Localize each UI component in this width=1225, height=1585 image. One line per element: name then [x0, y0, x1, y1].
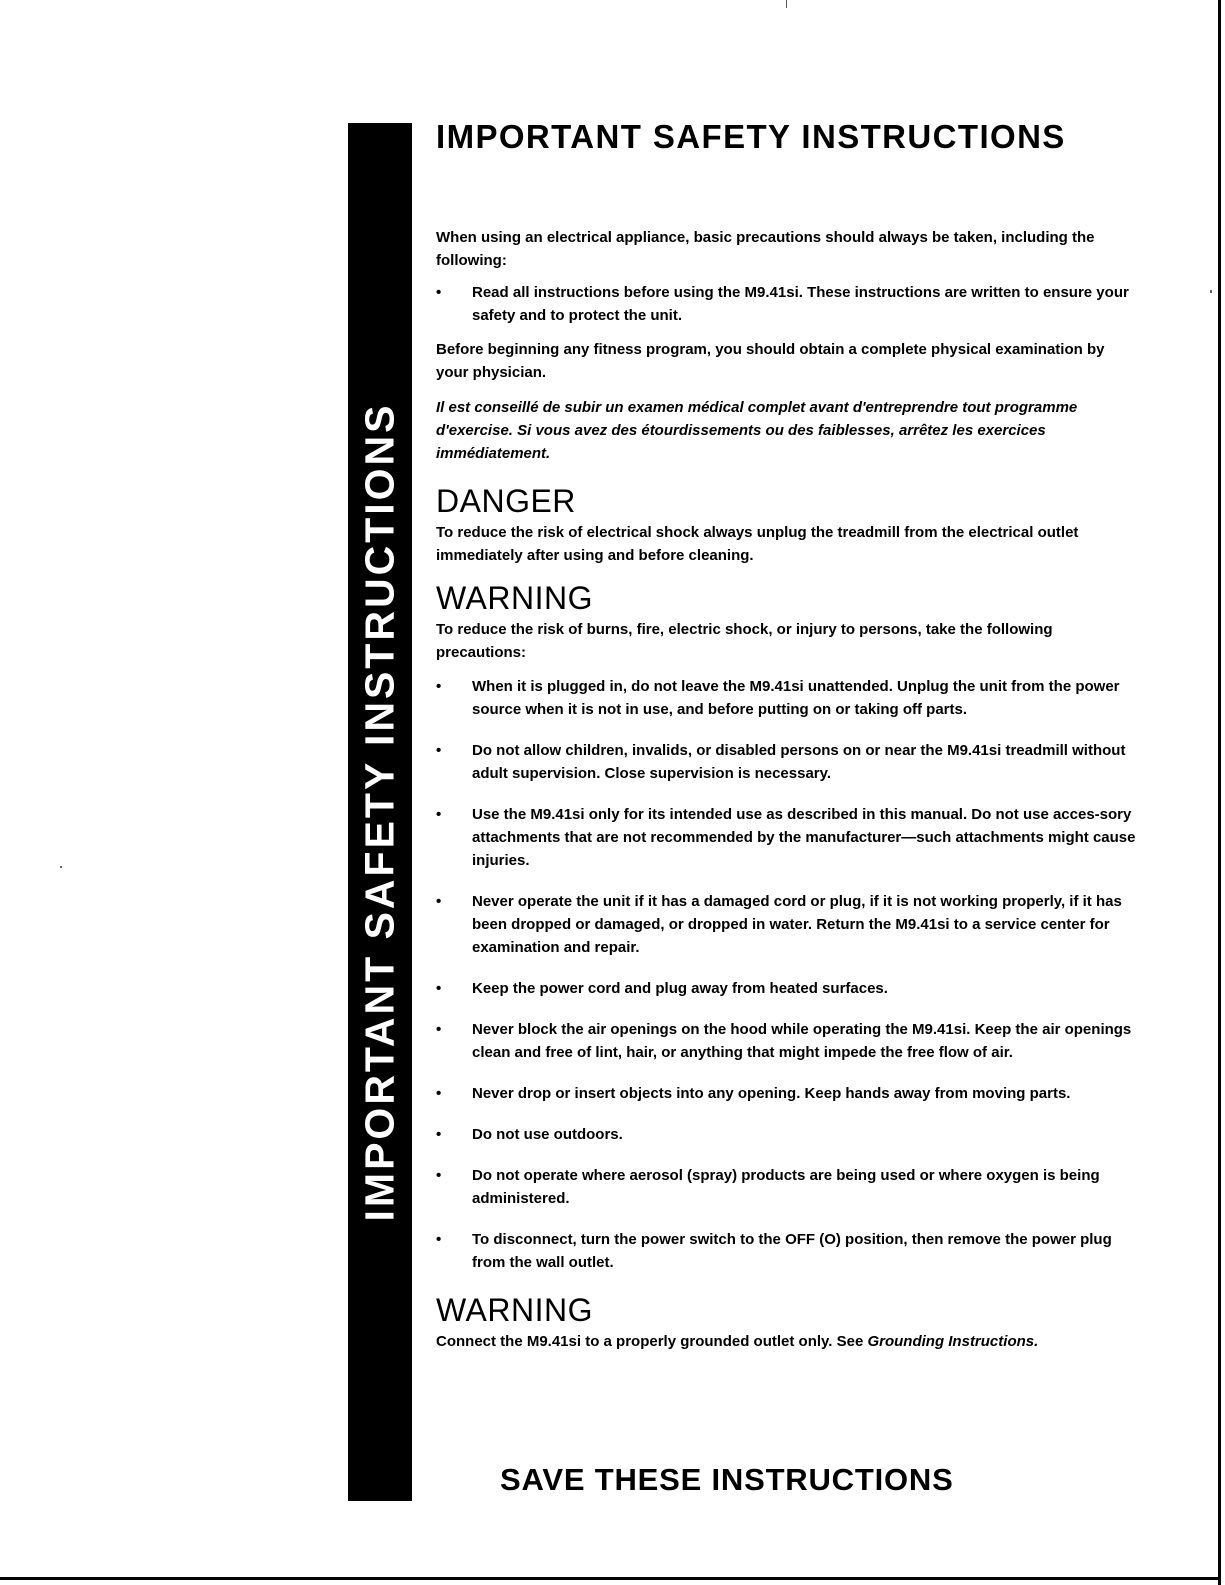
scan-speck — [60, 866, 62, 868]
intro-list — [436, 281, 1136, 327]
physician-note: Before beginning any fitness program, you should obtain a complete physical examination by your physician. — [436, 341, 1105, 381]
warning-list — [436, 675, 1136, 1274]
list-item — [436, 890, 1136, 959]
danger-text: To reduce the risk of electrical shock always unplug the treadmill from the electrical outlet immediately after using and before cleaning. — [436, 524, 1079, 564]
bullet-icon: • — [436, 806, 442, 823]
sidebar-title: IMPORTANT SAFETY INSTRUCTIONS — [356, 402, 403, 1222]
list-item — [436, 1228, 1136, 1274]
list-item-text: Do not operate where aerosol (spray) products are being used or where oxygen is being administered. — [472, 1167, 1100, 1207]
french-note: Il est conseillé de subir un examen médical complet avant d'entreprendre tout programme d'exercise. Si vous avez des étourdissements ou des faiblesses, arrêtez les exercices immédiatement. — [436, 399, 1078, 462]
save-instructions-footer: SAVE THESE INSTRUCTIONS — [500, 1462, 954, 1497]
warning-heading: WARNING — [436, 580, 593, 616]
bullet-icon: • — [436, 1231, 442, 1248]
warning-intro: To reduce the risk of burns, fire, electric shock, or injury to persons, take the following precautions: — [436, 621, 1053, 661]
list-item-text: Never operate the unit if it has a damaged cord or plug, if it is not working properly, if it has been dropped or damaged, or dropped in water. Return the M9.41si to a service center for examination and repair. — [472, 893, 1122, 956]
list-item-text: Use the M9.41si only for its intended use as described in this manual. Do not use acces-sory attachments that are not recommended by the manufacturer—such attachments might cause injuries. — [472, 806, 1136, 869]
page-bottom-border — [0, 1577, 1221, 1580]
list-item — [436, 281, 1136, 327]
list-item — [436, 803, 1136, 872]
list-item-text: Keep the power cord and plug away from heated surfaces. — [472, 980, 888, 997]
grounding-note — [436, 1330, 1136, 1353]
page-right-border — [1218, 0, 1221, 1585]
grounding-link: Grounding Instructions. — [867, 1333, 1039, 1350]
bullet-icon: • — [436, 893, 442, 910]
bullet-icon: • — [436, 1126, 442, 1143]
list-item-text: Read all instructions before using the M9.41si. These instructions are written to ensure your safety and to protect the unit. — [472, 284, 1129, 324]
list-item-text: When it is plugged in, do not leave the M9.41si unattended. Unplug the unit from the power source when it is not in use, and before putting on or taking off parts. — [472, 678, 1120, 718]
list-item — [436, 1164, 1136, 1210]
scan-mark — [786, 0, 787, 8]
scan-speck — [1210, 290, 1212, 293]
list-item-text: Never block the air openings on the hood while operating the M9.41si. Keep the air openings clean and free of lint, hair, or anything that might impede the free flow of air. — [472, 1021, 1132, 1061]
bullet-icon: • — [436, 1167, 442, 1184]
list-item-text: Never drop or insert objects into any opening. Keep hands away from moving parts. — [472, 1085, 1071, 1102]
list-item — [436, 1018, 1136, 1064]
bullet-icon: • — [436, 742, 442, 759]
intro-text: When using an electrical appliance, basic precautions should always be taken, including the following: — [436, 229, 1095, 269]
list-item-text: Do not use outdoors. — [472, 1126, 623, 1143]
list-item — [436, 675, 1136, 721]
list-item — [436, 739, 1136, 785]
bullet-icon: • — [436, 1085, 442, 1102]
sidebar-banner — [348, 123, 412, 1501]
bullet-icon: • — [436, 980, 442, 997]
bullet-icon: • — [436, 678, 442, 695]
bullet-icon: • — [436, 284, 442, 301]
main-content — [436, 226, 1136, 1353]
grounding-text: Connect the M9.41si to a properly grounded outlet only. See — [436, 1333, 868, 1350]
page-title: IMPORTANT SAFETY INSTRUCTIONS — [436, 118, 1066, 155]
list-item — [436, 1123, 1136, 1146]
warning-heading-2: WARNING — [436, 1292, 593, 1328]
list-item — [436, 1082, 1136, 1105]
list-item — [436, 977, 1136, 1000]
bullet-icon: • — [436, 1021, 442, 1038]
list-item-text: To disconnect, turn the power switch to the OFF (O) position, then remove the power plug from the wall outlet. — [472, 1231, 1112, 1271]
list-item-text: Do not allow children, invalids, or disabled persons on or near the M9.41si treadmill without adult supervision. Close supervision is necessary. — [472, 742, 1126, 782]
danger-heading: DANGER — [436, 483, 576, 519]
